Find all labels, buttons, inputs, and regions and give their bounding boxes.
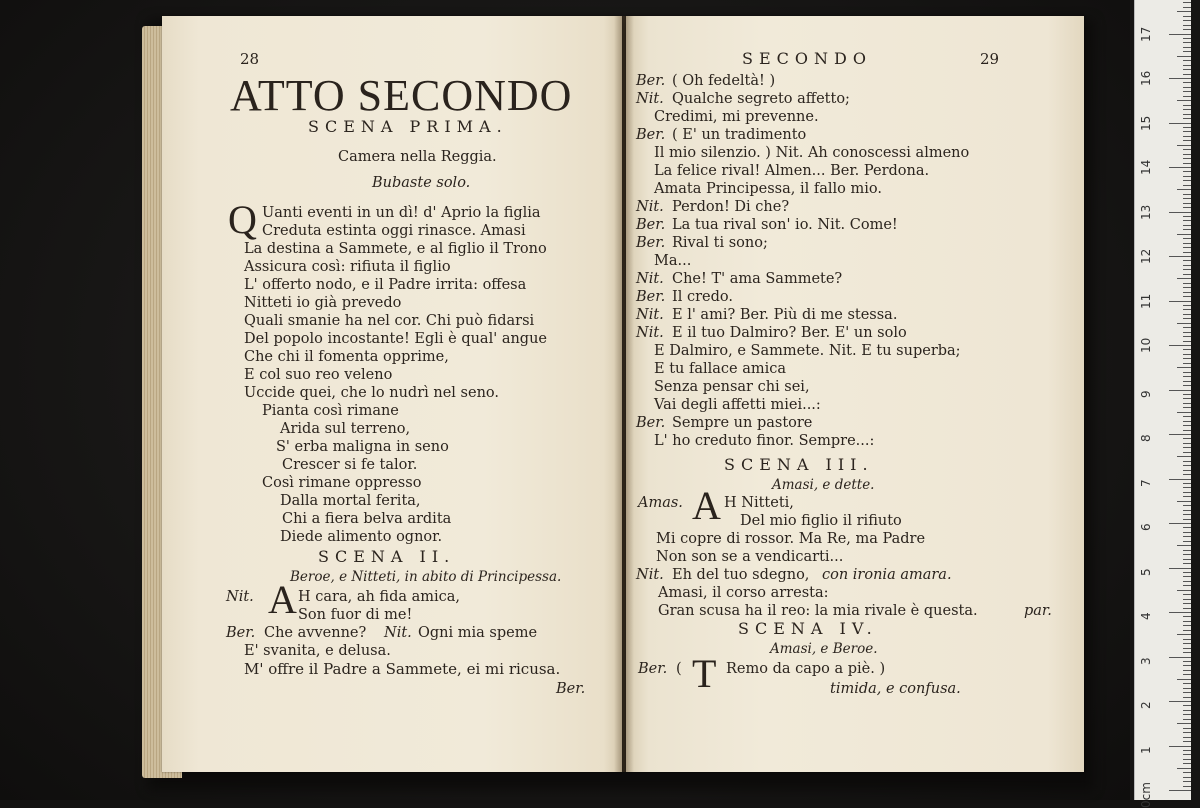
ruler-tick xyxy=(1183,465,1191,466)
ruler-tick xyxy=(1183,87,1191,88)
ruler-tick xyxy=(1183,683,1191,684)
ruler-tick xyxy=(1183,163,1191,164)
ruler-tick xyxy=(1183,185,1191,186)
act-title: ATTO SECONDO xyxy=(230,71,573,120)
ruler-tick xyxy=(1183,674,1191,675)
ruler-tick xyxy=(1183,216,1191,217)
ruler-tick xyxy=(1183,625,1191,626)
scene-4-heading: SCENA IV. xyxy=(738,619,878,638)
right-page-number: 29 xyxy=(980,50,1000,68)
running-head: SECONDO xyxy=(742,49,872,68)
ruler-tick xyxy=(1183,781,1191,782)
dialogue-line: Il credo. xyxy=(672,289,733,305)
verse-line: Dalla mortal ferita, xyxy=(280,493,421,509)
ruler-label: 15 xyxy=(1139,115,1153,131)
ruler-tick xyxy=(1183,474,1191,475)
ruler-tick xyxy=(1183,171,1191,172)
verse-line: Uanti eventi in un dì! d' Aprio la figlia xyxy=(262,205,541,221)
ruler-tick xyxy=(1177,723,1191,724)
stage-direction: par. xyxy=(1024,603,1052,619)
ruler-tick xyxy=(1169,479,1191,480)
ruler-tick xyxy=(1183,661,1191,662)
ruler-tick xyxy=(1183,65,1191,66)
ruler-tick xyxy=(1169,167,1191,168)
ruler-tick xyxy=(1183,51,1191,52)
ruler-tick xyxy=(1183,447,1191,448)
ruler-tick xyxy=(1177,11,1191,12)
verse-line: Uccide quei, che lo nudrì nel seno. xyxy=(244,385,500,401)
ruler-tick xyxy=(1183,616,1191,617)
speaker-label: Nit. xyxy=(384,625,412,641)
drop-cap-t: T xyxy=(692,651,717,696)
ruler-tick xyxy=(1183,714,1191,715)
ruler-tick xyxy=(1183,438,1191,439)
ruler-tick xyxy=(1183,20,1191,21)
ruler-tick xyxy=(1183,754,1191,755)
verse-line: Ogni mia speme xyxy=(418,625,538,641)
speaker-label: Nit. xyxy=(636,325,664,341)
ruler-tick xyxy=(1183,594,1191,595)
ruler-tick xyxy=(1183,487,1191,488)
ruler-tick xyxy=(1169,657,1191,658)
ruler-tick xyxy=(1183,688,1191,689)
ruler-tick xyxy=(1177,189,1191,190)
verse-line: Del mio figlio il rifiuto xyxy=(740,513,902,529)
dialogue-line: Senza pensar chi sei, xyxy=(654,379,810,395)
ruler-tick xyxy=(1183,737,1191,738)
ruler-tick xyxy=(1183,105,1191,106)
ruler-tick xyxy=(1183,327,1191,328)
ruler-tick xyxy=(1169,612,1191,613)
ruler-tick xyxy=(1169,212,1191,213)
ruler-tick xyxy=(1183,452,1191,453)
ruler-tick xyxy=(1183,243,1191,244)
verse-line: Remo da capo a piè. ) xyxy=(726,661,886,677)
ruler-tick xyxy=(1183,7,1191,8)
ruler-tick xyxy=(1183,759,1191,760)
ruler-tick xyxy=(1183,42,1191,43)
parenthesis: ( xyxy=(676,661,682,677)
ruler-tick xyxy=(1169,790,1191,791)
ruler-label: 12 xyxy=(1139,248,1153,264)
ruler-tick xyxy=(1183,269,1191,270)
ruler-tick xyxy=(1183,82,1191,83)
ruler-tick xyxy=(1183,421,1191,422)
ruler-tick xyxy=(1183,786,1191,787)
speaker-label: Nit. xyxy=(636,271,664,287)
ruler-tick xyxy=(1177,323,1191,324)
ruler-tick xyxy=(1183,158,1191,159)
scene-character: Bubaste solo. xyxy=(372,175,471,191)
ruler-tick xyxy=(1183,443,1191,444)
drop-cap-q: Q xyxy=(228,197,257,242)
ruler-label: 2 xyxy=(1139,701,1153,709)
ruler-tick xyxy=(1183,118,1191,119)
ruler-tick xyxy=(1183,283,1191,284)
ruler-label: 1 xyxy=(1139,745,1153,754)
ruler-label: 5 xyxy=(1139,567,1153,576)
dialogue-line: E tu fallace amica xyxy=(654,361,787,377)
drop-cap-a: A xyxy=(268,577,297,622)
speaker-label: Nit. xyxy=(636,199,664,215)
speaker-label: Ber. xyxy=(636,289,666,305)
ruler-tick xyxy=(1183,109,1191,110)
ruler-tick xyxy=(1183,563,1191,564)
speaker-label: Ber. xyxy=(636,73,666,89)
ruler-tick xyxy=(1183,652,1191,653)
verse-line: Crescer si fe talor. xyxy=(282,457,418,473)
ruler-tick xyxy=(1183,376,1191,377)
ruler-tick xyxy=(1177,590,1191,591)
dialogue-line: Vai degli affetti miei...: xyxy=(654,397,821,413)
verse-line: L' offerto nodo, e il Padre irrita: offesa xyxy=(244,277,527,293)
ruler-label: 3 xyxy=(1139,656,1153,665)
ruler-tick xyxy=(1183,710,1191,711)
verse-line: E' svanita, e delusa. xyxy=(244,643,391,659)
ruler-tick xyxy=(1183,140,1191,141)
ruler-tick xyxy=(1177,278,1191,279)
verse-line: La destina a Sammete, e al figlio il Trono xyxy=(244,241,547,257)
ruler-label: 0cm xyxy=(1139,782,1153,808)
verse-line: Quali smanie ha nel cor. Chi può fidarsi xyxy=(244,313,535,329)
ruler-tick xyxy=(1183,541,1191,542)
ruler-tick xyxy=(1183,536,1191,537)
ruler-tick xyxy=(1183,176,1191,177)
ruler-tick xyxy=(1183,136,1191,137)
ruler-tick xyxy=(1177,145,1191,146)
speaker-label: Ber. xyxy=(638,661,668,677)
speaker-label: Nit. xyxy=(636,307,664,323)
dialogue-line: Rival ti sono; xyxy=(672,235,768,251)
ruler-tick xyxy=(1183,496,1191,497)
ruler-tick xyxy=(1177,100,1191,101)
ruler-tick xyxy=(1183,425,1191,426)
verse-line: Arida sul terreno, xyxy=(280,421,411,437)
ruler-tick xyxy=(1183,358,1191,359)
left-page-number: 28 xyxy=(240,50,260,68)
ruler-tick xyxy=(1177,56,1191,57)
ruler-tick xyxy=(1169,434,1191,435)
ruler-tick xyxy=(1183,180,1191,181)
verse-line: Non son se a vendicarti... xyxy=(656,549,844,565)
verse-line: Chi a fiera belva ardita xyxy=(282,511,452,527)
ruler-tick xyxy=(1183,492,1191,493)
speaker-label: Ber. xyxy=(636,235,666,251)
ruler-tick xyxy=(1183,398,1191,399)
ruler-tick xyxy=(1183,741,1191,742)
ruler-tick xyxy=(1183,287,1191,288)
speaker-label: Ber. xyxy=(636,127,666,143)
ruler-tick xyxy=(1183,309,1191,310)
ruler-tick xyxy=(1183,332,1191,333)
ruler-tick xyxy=(1183,581,1191,582)
ruler-tick xyxy=(1183,550,1191,551)
dialogue-line: Perdon! Di che? xyxy=(672,199,790,215)
dialogue-line: E il tuo Dalmiro? Ber. E' un solo xyxy=(672,325,907,341)
ruler-tick xyxy=(1183,69,1191,70)
ruler-tick xyxy=(1183,643,1191,644)
ruler-tick xyxy=(1183,198,1191,199)
verse-line: Così rimane oppresso xyxy=(262,475,422,491)
ruler-tick xyxy=(1183,750,1191,751)
ruler-tick xyxy=(1169,345,1191,346)
verse-line: Amasi, il corso arresta: xyxy=(658,585,829,601)
verse-line: Creduta estinta oggi rinasce. Amasi xyxy=(262,223,526,239)
verse-line: Che chi il fomenta opprime, xyxy=(244,349,449,365)
ruler-tick xyxy=(1177,634,1191,635)
ruler-tick xyxy=(1183,630,1191,631)
ruler-tick xyxy=(1183,127,1191,128)
dialogue-line: ( E' un tradimento xyxy=(672,127,807,143)
ruler-label: 7 xyxy=(1139,478,1153,487)
ruler-tick xyxy=(1183,608,1191,609)
scene-2-heading: SCENA II. xyxy=(318,547,456,566)
ruler-tick xyxy=(1183,91,1191,92)
ruler-tick xyxy=(1183,363,1191,364)
ruler-tick xyxy=(1183,314,1191,315)
catchword: Ber. xyxy=(556,681,586,697)
ruler-tick xyxy=(1177,456,1191,457)
verse-line: S' erba maligna in seno xyxy=(276,439,449,455)
ruler-label: 14 xyxy=(1139,159,1153,175)
dialogue-line: Che! T' ama Sammete? xyxy=(672,271,843,287)
ruler-label: 9 xyxy=(1139,389,1153,398)
ruler-tick xyxy=(1183,777,1191,778)
ruler-tick xyxy=(1183,732,1191,733)
ruler-tick xyxy=(1183,576,1191,577)
ruler-tick xyxy=(1183,149,1191,150)
speaker-label: Nit. xyxy=(636,567,664,583)
ruler-tick xyxy=(1183,305,1191,306)
ruler-tick xyxy=(1183,416,1191,417)
ruler-label: 8 xyxy=(1139,434,1153,442)
dialogue-line: L' ho creduto finor. Sempre...: xyxy=(654,433,875,449)
ruler-tick xyxy=(1183,403,1191,404)
ruler-tick xyxy=(1183,203,1191,204)
ruler-tick xyxy=(1177,768,1191,769)
speaker-label: Ber. xyxy=(636,217,666,233)
ruler-tick xyxy=(1169,390,1191,391)
ruler-tick xyxy=(1183,407,1191,408)
ruler-tick xyxy=(1183,29,1191,30)
scene-2-characters: Beroe, e Nitteti, in abito di Principessa. xyxy=(290,569,562,585)
ruler-tick xyxy=(1169,256,1191,257)
ruler-tick xyxy=(1183,225,1191,226)
ruler-tick xyxy=(1183,692,1191,693)
book-gutter xyxy=(614,16,634,772)
ruler-tick xyxy=(1183,572,1191,573)
ruler-tick xyxy=(1183,207,1191,208)
ruler-tick xyxy=(1183,772,1191,773)
drop-cap-a-right: A xyxy=(692,483,721,528)
ruler-tick xyxy=(1183,697,1191,698)
dialogue-line: Amata Principessa, il fallo mio. xyxy=(654,181,882,197)
ruler-label: 4 xyxy=(1139,612,1153,620)
dialogue-line: Sempre un pastore xyxy=(672,415,813,431)
scene-setting: Camera nella Reggia. xyxy=(338,149,497,165)
ruler-tick xyxy=(1183,519,1191,520)
dialogue-line: La felice rival! Almen... Ber. Perdona. xyxy=(654,163,930,179)
ruler-tick xyxy=(1183,74,1191,75)
verse-line: H cara, ah fida amica, xyxy=(298,589,461,605)
ruler-tick xyxy=(1183,705,1191,706)
ruler-tick xyxy=(1183,252,1191,253)
ruler-tick xyxy=(1183,470,1191,471)
dialogue-line: Credimi, mi prevenne. xyxy=(654,109,819,125)
ruler-tick xyxy=(1183,461,1191,462)
ruler-label: 16 xyxy=(1139,70,1153,86)
ruler-tick xyxy=(1183,514,1191,515)
ruler-tick xyxy=(1177,545,1191,546)
speaker-label: Nit. xyxy=(226,589,254,605)
verse-line: Son fuor di me! xyxy=(298,607,413,623)
ruler-tick xyxy=(1183,763,1191,764)
dialogue-line: ( Oh fedeltà! ) xyxy=(672,73,776,89)
ruler-tick xyxy=(1183,532,1191,533)
dialogue-line: Qualche segreto affetto; xyxy=(672,91,850,107)
ruler-tick xyxy=(1183,260,1191,261)
dialogue-line: E l' ami? Ber. Più di me stessa. xyxy=(672,307,898,323)
ruler-tick xyxy=(1183,274,1191,275)
ruler-tick xyxy=(1183,527,1191,528)
verse-line: Eh del tuo sdegno, xyxy=(672,567,810,583)
scene-4-characters: Amasi, e Beroe. xyxy=(770,641,878,657)
dialogue-line: Ma... xyxy=(654,253,692,269)
ruler-tick xyxy=(1183,354,1191,355)
ruler-tick xyxy=(1183,38,1191,39)
ruler-tick xyxy=(1183,2,1191,3)
verse-line: Nitteti io già prevedo xyxy=(244,295,402,311)
ruler-tick xyxy=(1169,123,1191,124)
ruler-tick xyxy=(1183,341,1191,342)
ruler-tick xyxy=(1177,234,1191,235)
ruler-tick xyxy=(1183,505,1191,506)
ruler-tick xyxy=(1183,621,1191,622)
ruler-label: 11 xyxy=(1139,293,1153,309)
ruler-tick xyxy=(1169,34,1191,35)
dialogue-line: La tua rival son' io. Nit. Come! xyxy=(672,217,898,233)
verse-line: Gran scusa ha il reo: la mia rivale è questa. xyxy=(658,603,978,619)
dialogue-line: Il mio silenzio. ) Nit. Ah conoscessi almeno xyxy=(654,145,970,161)
ruler-tick xyxy=(1183,603,1191,604)
ruler-tick xyxy=(1183,296,1191,297)
ruler-tick xyxy=(1183,585,1191,586)
ruler-tick xyxy=(1183,728,1191,729)
ruler-tick xyxy=(1183,670,1191,671)
ruler-tick xyxy=(1183,194,1191,195)
verse-line: M' offre il Padre a Sammete, ei mi ricusa. xyxy=(244,660,561,678)
ruler-tick xyxy=(1183,292,1191,293)
speaker-label: Ber. xyxy=(636,415,666,431)
ruler-tick xyxy=(1183,96,1191,97)
ruler-tick xyxy=(1169,301,1191,302)
verse-line: Mi copre di rossor. Ma Re, ma Padre xyxy=(656,531,926,547)
ruler-tick xyxy=(1183,381,1191,382)
ruler-tick xyxy=(1183,510,1191,511)
ruler-tick xyxy=(1169,746,1191,747)
verse-line: Del popolo incostante! Egli è qual' angue xyxy=(244,331,547,347)
measuring-ruler xyxy=(1134,0,1191,808)
verse-line: H Nitteti, xyxy=(724,495,794,511)
ruler-tick xyxy=(1183,372,1191,373)
ruler-tick xyxy=(1183,349,1191,350)
ruler-tick xyxy=(1183,599,1191,600)
ruler-tick xyxy=(1169,568,1191,569)
ruler-tick xyxy=(1183,247,1191,248)
ruler-tick xyxy=(1183,131,1191,132)
verse-line: E col suo reo veleno xyxy=(244,367,393,383)
ruler-tick xyxy=(1183,238,1191,239)
scene-3-heading: SCENA III. xyxy=(724,455,874,474)
ruler-label: 6 xyxy=(1139,523,1153,531)
ruler-tick xyxy=(1169,701,1191,702)
ruler-label: 13 xyxy=(1139,204,1153,220)
stage-direction: con ironia amara. xyxy=(822,567,952,583)
speaker-label: Nit. xyxy=(636,91,664,107)
ruler-tick xyxy=(1183,336,1191,337)
ruler-tick xyxy=(1183,318,1191,319)
ruler-tick xyxy=(1183,648,1191,649)
speaker-label: Amas. xyxy=(638,495,683,511)
ruler-tick xyxy=(1169,78,1191,79)
stage-direction: timida, e confusa. xyxy=(830,681,961,697)
ruler-tick xyxy=(1183,265,1191,266)
ruler-tick xyxy=(1183,154,1191,155)
ruler-tick xyxy=(1177,501,1191,502)
ruler-label: 17 xyxy=(1139,26,1153,42)
ruler-tick xyxy=(1183,229,1191,230)
verse-line: Che avvenne? xyxy=(264,625,367,641)
ruler-tick xyxy=(1177,412,1191,413)
ruler-tick xyxy=(1183,394,1191,395)
ruler-tick xyxy=(1169,523,1191,524)
ruler-tick xyxy=(1183,430,1191,431)
scene-heading: SCENA PRIMA. xyxy=(308,117,508,136)
ruler-tick xyxy=(1183,385,1191,386)
ruler-tick xyxy=(1183,16,1191,17)
ruler-tick xyxy=(1183,25,1191,26)
ruler-tick xyxy=(1183,114,1191,115)
speaker-label: Ber. xyxy=(226,625,256,641)
ruler-tick xyxy=(1177,679,1191,680)
ruler-label: 10 xyxy=(1139,337,1153,353)
ruler-tick xyxy=(1183,559,1191,560)
ruler-tick xyxy=(1183,483,1191,484)
ruler-tick xyxy=(1183,665,1191,666)
ruler-tick xyxy=(1183,719,1191,720)
verse-line: Assicura così: rifiuta il figlio xyxy=(244,259,451,275)
scene-3-characters: Amasi, e dette. xyxy=(772,477,875,493)
ruler-tick xyxy=(1183,60,1191,61)
ruler-tick xyxy=(1183,220,1191,221)
verse-line: Diede alimento ognor. xyxy=(280,529,443,545)
ruler-tick xyxy=(1177,367,1191,368)
verse-line: Pianta così rimane xyxy=(262,403,399,419)
ruler-tick xyxy=(1183,554,1191,555)
ruler-tick xyxy=(1183,47,1191,48)
ruler-tick xyxy=(1183,639,1191,640)
dialogue-line: E Dalmiro, e Sammete. Nit. E tu superba; xyxy=(654,343,961,359)
